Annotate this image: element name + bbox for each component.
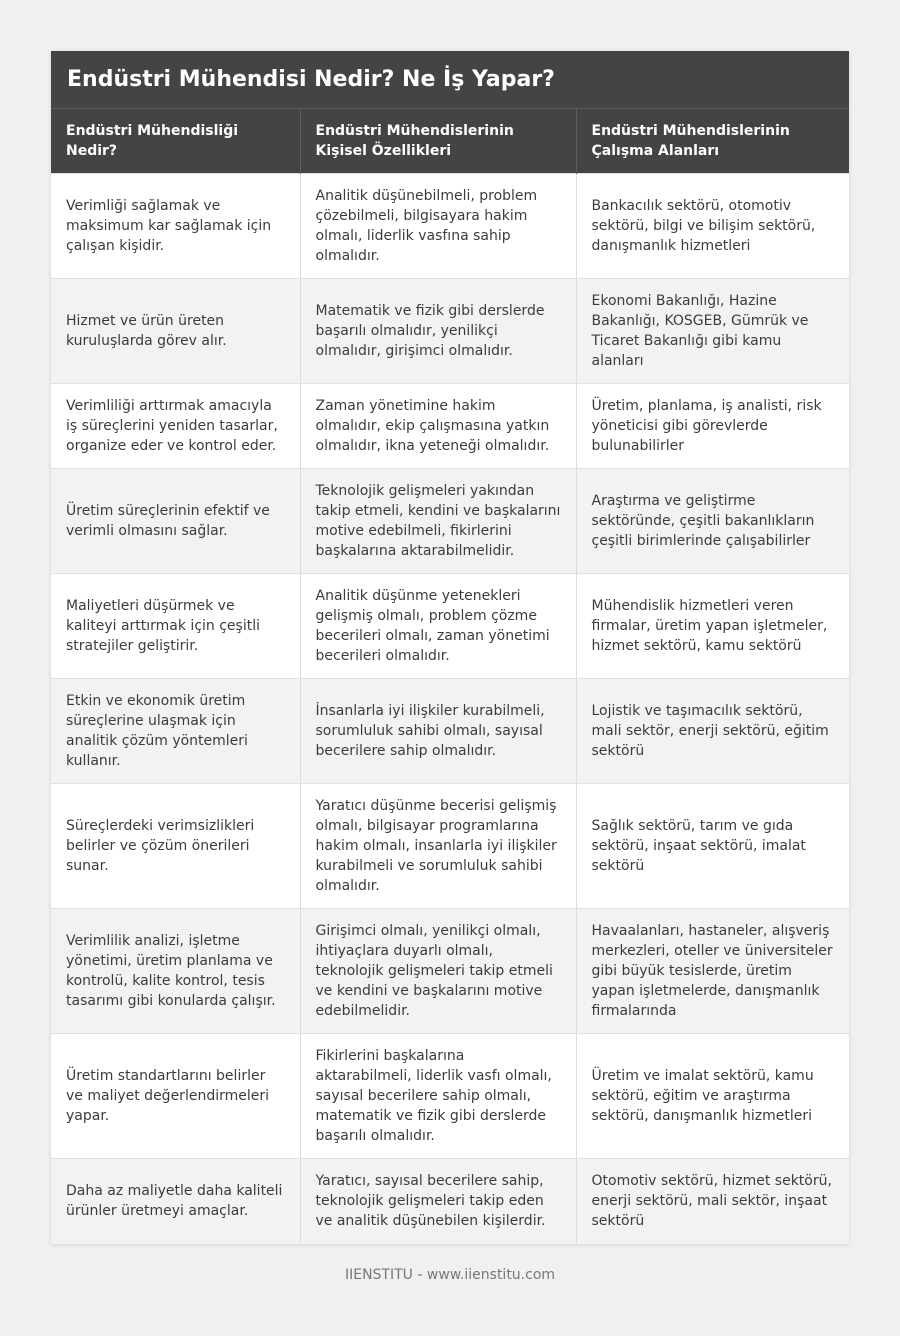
- table-cell: Havaalanları, hastaneler, alışveriş merkezleri, oteller ve üniversiteler gibi büyük tesislerde, üretim yapan işletmelerde, danışmanlık firmalarında: [576, 909, 849, 1034]
- table-cell: Ekonomi Bakanlığı, Hazine Bakanlığı, KOSGEB, Gümrük ve Ticaret Bakanlığı gibi kamu alanları: [576, 279, 849, 384]
- table-cell: Verimlilik analizi, işletme yönetimi, üretim planlama ve kontrolü, kalite kontrol, tesis tasarımı gibi konularda çalışır.: [51, 909, 300, 1034]
- table-row: [51, 784, 849, 909]
- table-cell: Üretim süreçlerinin efektif ve verimli olmasını sağlar.: [51, 469, 300, 574]
- info-table: [51, 109, 849, 1244]
- table-row: [51, 679, 849, 784]
- footer-credit: IIENSTITU - www.iienstitu.com: [344, 1267, 556, 1283]
- table-cell: İnsanlarla iyi ilişkiler kurabilmeli, sorumluluk sahibi olmalı, sayısal becerilere sahip olmalıdır.: [300, 679, 576, 784]
- table-cell: Bankacılık sektörü, otomotiv sektörü, bilgi ve bilişim sektörü, danışmanlık hizmetleri: [576, 174, 849, 279]
- table-row: [51, 1034, 849, 1159]
- table-cell: Analitik düşünebilmeli, problem çözebilmeli, bilgisayara hakim olmalı, liderlik vasfına sahip olmalıdır.: [300, 174, 576, 279]
- table-cell: Üretim, planlama, iş analisti, risk yöneticisi gibi görevlerde bulunabilirler: [576, 384, 849, 469]
- page-title: Endüstri Mühendisi Nedir? Ne İş Yapar?: [51, 51, 849, 109]
- table-cell: Maliyetleri düşürmek ve kaliteyi arttırmak için çeşitli stratejiler geliştirir.: [51, 574, 300, 679]
- column-header-fields: Endüstri Mühendislerinin Çalışma Alanları: [576, 109, 849, 174]
- table-row: [51, 384, 849, 469]
- table-cell: Sağlık sektörü, tarım ve gıda sektörü, inşaat sektörü, imalat sektörü: [576, 784, 849, 909]
- table-cell: Yaratıcı düşünme becerisi gelişmiş olmalı, bilgisayar programlarına hakim olmalı, insanlarla iyi ilişkiler kurabilmeli ve sorumluluk sahibi olmalıdır.: [300, 784, 576, 909]
- table-cell: Fikirlerini başkalarına aktarabilmeli, liderlik vasfı olmalı, sayısal becerilere sahip olmalı, matematik ve fizik gibi derslerde başarılı olmalıdır.: [300, 1034, 576, 1159]
- table-cell: Verimliliği arttırmak amacıyla iş süreçlerini yeniden tasarlar, organize eder ve kontrol eder.: [51, 384, 300, 469]
- table-cell: Üretim standartlarını belirler ve maliyet değerlendirmeleri yapar.: [51, 1034, 300, 1159]
- table-row: [51, 909, 849, 1034]
- table-row: [51, 1159, 849, 1244]
- table-cell: Etkin ve ekonomik üretim süreçlerine ulaşmak için analitik çözüm yöntemleri kullanır.: [51, 679, 300, 784]
- column-header-definition: Endüstri Mühendisliği Nedir?: [51, 109, 300, 174]
- table-cell: Süreçlerdeki verimsizlikleri belirler ve çözüm önerileri sunar.: [51, 784, 300, 909]
- table-cell: Daha az maliyetle daha kaliteli ürünler üretmeyi amaçlar.: [51, 1159, 300, 1244]
- table-cell: Zaman yönetimine hakim olmalıdır, ekip çalışmasına yatkın olmalıdır, ikna yeteneği olmalıdır.: [300, 384, 576, 469]
- table-row: [51, 174, 849, 279]
- table-cell: Otomotiv sektörü, hizmet sektörü, enerji sektörü, mali sektör, inşaat sektörü: [576, 1159, 849, 1244]
- table-row: [51, 574, 849, 679]
- column-header-traits: Endüstri Mühendislerinin Kişisel Özellikleri: [300, 109, 576, 174]
- table-cell: Hizmet ve ürün üreten kuruluşlarda görev alır.: [51, 279, 300, 384]
- table-cell: Yaratıcı, sayısal becerilere sahip, teknolojik gelişmeleri takip eden ve analitik düşünebilen kişilerdir.: [300, 1159, 576, 1244]
- table-cell: Teknolojik gelişmeleri yakından takip etmeli, kendini ve başkalarını motive edebilmeli, fikirlerini başkalarına aktarabilmelidir.: [300, 469, 576, 574]
- table-cell: Mühendislik hizmetleri veren firmalar, üretim yapan işletmeler, hizmet sektörü, kamu sektörü: [576, 574, 849, 679]
- table-cell: Üretim ve imalat sektörü, kamu sektörü, eğitim ve araştırma sektörü, danışmanlık hizmetleri: [576, 1034, 849, 1159]
- table-header-row: [51, 109, 849, 174]
- info-table-card: [51, 51, 849, 1244]
- table-cell: Verimliği sağlamak ve maksimum kar sağlamak için çalışan kişidir.: [51, 174, 300, 279]
- table-cell: Matematik ve fizik gibi derslerde başarılı olmalıdır, yenilikçi olmalıdır, girişimci olmalıdır.: [300, 279, 576, 384]
- table-row: [51, 469, 849, 574]
- table-cell: Analitik düşünme yetenekleri gelişmiş olmalı, problem çözme becerileri olmalı, zaman yönetimi becerileri olmalıdır.: [300, 574, 576, 679]
- table-cell: Araştırma ve geliştirme sektöründe, çeşitli bakanlıkların çeşitli birimlerinde çalışabilirler: [576, 469, 849, 574]
- table-cell: Girişimci olmalı, yenilikçi olmalı, ihtiyaçlara duyarlı olmalı, teknolojik gelişmeleri takip etmeli ve kendini ve başkalarını motive edebilmelidir.: [300, 909, 576, 1034]
- table-row: [51, 279, 849, 384]
- table-cell: Lojistik ve taşımacılık sektörü, mali sektör, enerji sektörü, eğitim sektörü: [576, 679, 849, 784]
